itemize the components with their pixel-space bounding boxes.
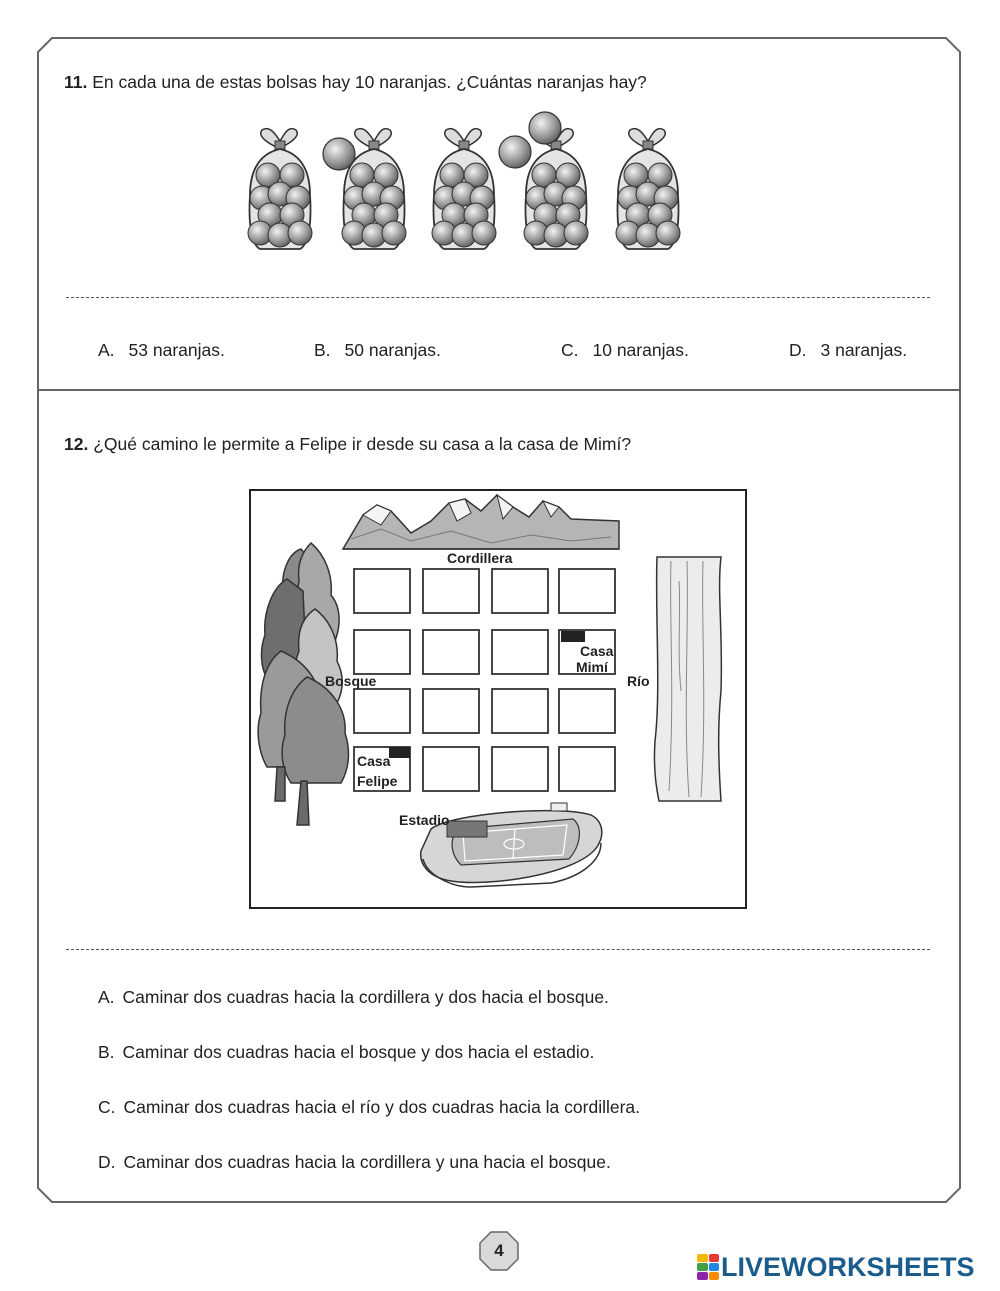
answer-separator	[66, 949, 930, 950]
option-text: 53 naranjas.	[128, 340, 225, 360]
option-text: Caminar dos cuadras hacia la cordillera y dos hacia el bosque.	[122, 987, 609, 1007]
question-12-text: ¿Qué camino le permite a Felipe ir desde su casa a la casa de Mimí?	[93, 434, 632, 454]
label-estadio: Estadio	[399, 812, 450, 828]
option-text: 3 naranjas.	[820, 340, 908, 360]
option-letter: A.	[98, 340, 115, 360]
house-felipe-icon	[389, 747, 410, 758]
q12-option-a[interactable]	[98, 987, 609, 1008]
q11-option-d[interactable]	[789, 340, 907, 361]
q12-option-c[interactable]	[98, 1097, 640, 1118]
question-11-number: 11.	[64, 72, 88, 92]
brand-name: LIVEWORKSHEETS	[721, 1252, 975, 1282]
q11-option-c[interactable]	[561, 340, 689, 361]
q12-option-d[interactable]	[98, 1152, 611, 1173]
orange-bag	[248, 129, 312, 249]
brand-logo	[697, 1252, 975, 1282]
label-casa-felipe-line1: Casa	[357, 753, 391, 769]
option-letter: B.	[314, 340, 331, 360]
page-number-badge	[478, 1230, 520, 1272]
loose-orange	[499, 136, 531, 168]
neighborhood-map	[249, 489, 747, 909]
q11-option-a[interactable]	[98, 340, 225, 361]
option-letter: C.	[561, 340, 579, 360]
loose-orange	[323, 138, 355, 170]
label-casa-mimi-line2: Mimí	[576, 659, 608, 675]
liveworksheets-logo-icon	[697, 1254, 719, 1280]
q11-option-b[interactable]	[314, 340, 441, 361]
answer-separator	[66, 297, 930, 298]
question-12-prompt	[64, 434, 631, 455]
orange-bag	[524, 129, 588, 249]
orange-bags-illustration	[240, 105, 710, 260]
option-text: Caminar dos cuadras hacia la cordillera y una hacia el bosque.	[123, 1152, 611, 1172]
option-letter: D.	[98, 1152, 116, 1172]
orange-bag	[616, 129, 680, 249]
river-icon	[654, 557, 721, 801]
orange-bag	[432, 129, 496, 249]
option-letter: A.	[98, 987, 115, 1007]
option-text: 50 naranjas.	[344, 340, 441, 360]
option-letter: D.	[789, 340, 807, 360]
label-bosque: Bosque	[325, 673, 377, 689]
mountains-icon	[343, 495, 619, 549]
question-12-number: 12.	[64, 434, 89, 454]
loose-orange	[529, 112, 561, 144]
label-rio: Río	[627, 673, 650, 689]
house-mimi-icon	[561, 631, 585, 642]
label-casa-mimi-line1: Casa	[580, 643, 614, 659]
option-text: Caminar dos cuadras hacia el bosque y dos hacia el estadio.	[122, 1042, 595, 1062]
option-text: 10 naranjas.	[592, 340, 689, 360]
q12-option-b[interactable]	[98, 1042, 594, 1063]
label-cordillera: Cordillera	[447, 550, 513, 566]
label-casa-felipe-line2: Felipe	[357, 773, 398, 789]
option-letter: C.	[98, 1097, 116, 1117]
question-11-text: En cada una de estas bolsas hay 10 naranjas. ¿Cuántas naranjas hay?	[92, 72, 647, 92]
page-number: 4	[494, 1241, 504, 1260]
question-11-prompt	[64, 72, 647, 93]
option-text: Caminar dos cuadras hacia el río y dos cuadras hacia la cordillera.	[123, 1097, 641, 1117]
option-letter: B.	[98, 1042, 115, 1062]
